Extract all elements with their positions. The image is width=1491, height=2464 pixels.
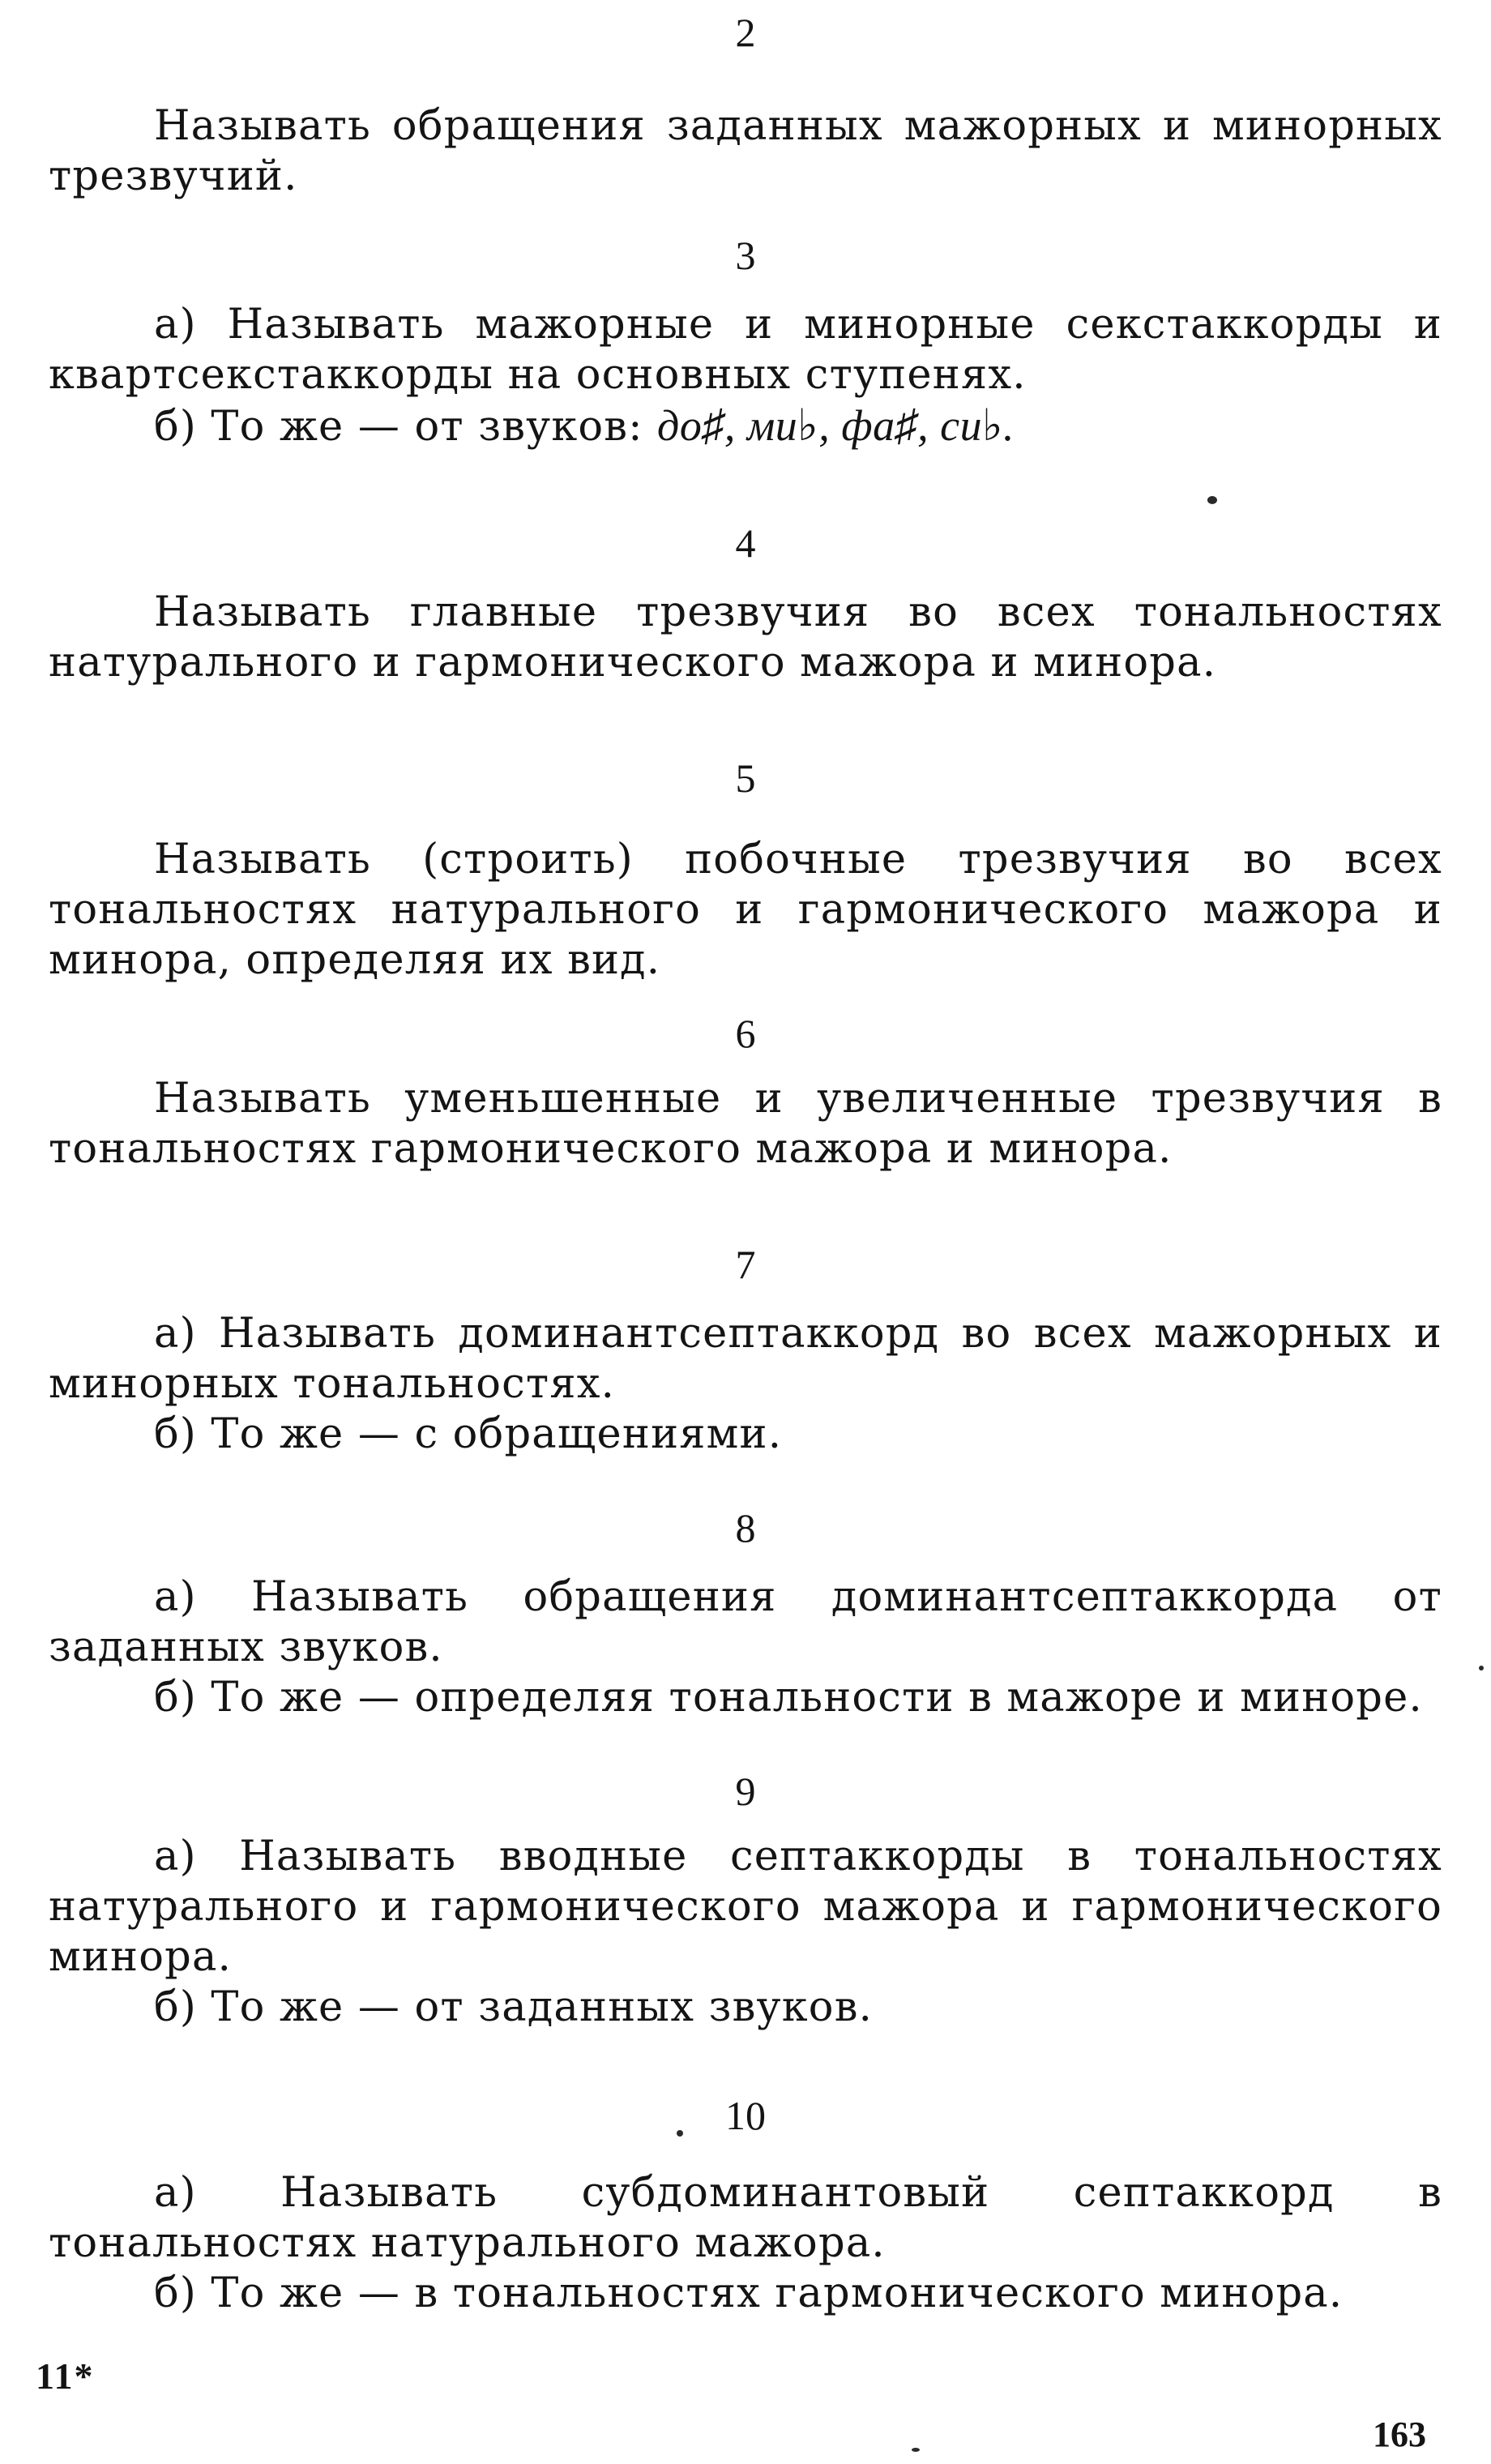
exercise-text [49,1832,1442,2033]
paragraph-b: б) То же — определяя тональности в мажоре и миноре. [154,1674,1423,1722]
paragraph-b: б) То же — от заданных звуков. [154,1983,874,2031]
exercise-text [49,101,1442,202]
scan-speck [1207,496,1217,504]
exercise-text [49,1572,1442,1723]
signature-mark: 11* [36,2355,95,2397]
exercise-number: 4 [735,520,756,566]
scan-speck [1479,1666,1484,1670]
exercise-number: 2 [735,10,756,55]
paragraph: Называть главные трезвучия во всех тональностях натурального и гармонического мажора и минора. [49,588,1442,687]
paragraph-b: б) То же — в тональностях гармонического минора. [154,2269,1344,2317]
paragraph-a: а) Называть мажорные и минорные секстаккорды и квартсекстаккорды на основных ступенях. [49,301,1442,399]
exercise-number: 8 [735,1505,756,1551]
exercise-number: 3 [735,233,756,278]
note-names: до♯, ми♭, фа♯, си♭. [657,401,1015,450]
exercise-number: 6 [735,1011,756,1056]
paragraph-a: а) Называть субдоминантовый септаккорд в тональностях натурального мажора. [49,2169,1442,2267]
paragraph: Называть обращения заданных мажорных и минорных трезвучий. [49,102,1442,200]
exercise-number: 9 [735,1769,756,1814]
exercise-text [49,1309,1442,1460]
paragraph-a: а) Называть вводные септаккорды в тональностях натурального и гармонического мажора и гармонического минора. [49,1833,1442,1981]
exercise-text [49,588,1442,688]
page-number: 163 [1373,2415,1426,2454]
paragraph-a: а) Называть обращения доминантсептаккорда от заданных звуков. [49,1573,1442,1671]
paragraph-b-prefix: б) То же — от звуков: [154,403,658,451]
scan-speck [677,2130,683,2137]
paragraph-b: б) То же — с обращениями. [154,1410,783,1458]
exercise-number: 7 [735,1242,756,1287]
exercise-text [49,1074,1442,1174]
exercise-text [49,835,1442,986]
exercise-number: 5 [735,755,756,801]
scan-speck [912,2448,920,2452]
paragraph: Называть уменьшенные и увеличенные трезвучия в тональностях гармонического мажора и минора. [49,1075,1442,1173]
paragraph-b [49,400,1442,452]
exercise-text [49,2168,1442,2319]
exercise-text [49,300,1442,452]
paragraph: Называть (строить) побочные трезвучия во всех тональностях натурального и гармонического мажора и минора, определяя их вид. [49,836,1442,984]
exercise-number: 10 [725,2093,766,2138]
paragraph-a: а) Называть доминантсептаккорд во всех мажорных и минорных тональностях. [49,1310,1442,1408]
